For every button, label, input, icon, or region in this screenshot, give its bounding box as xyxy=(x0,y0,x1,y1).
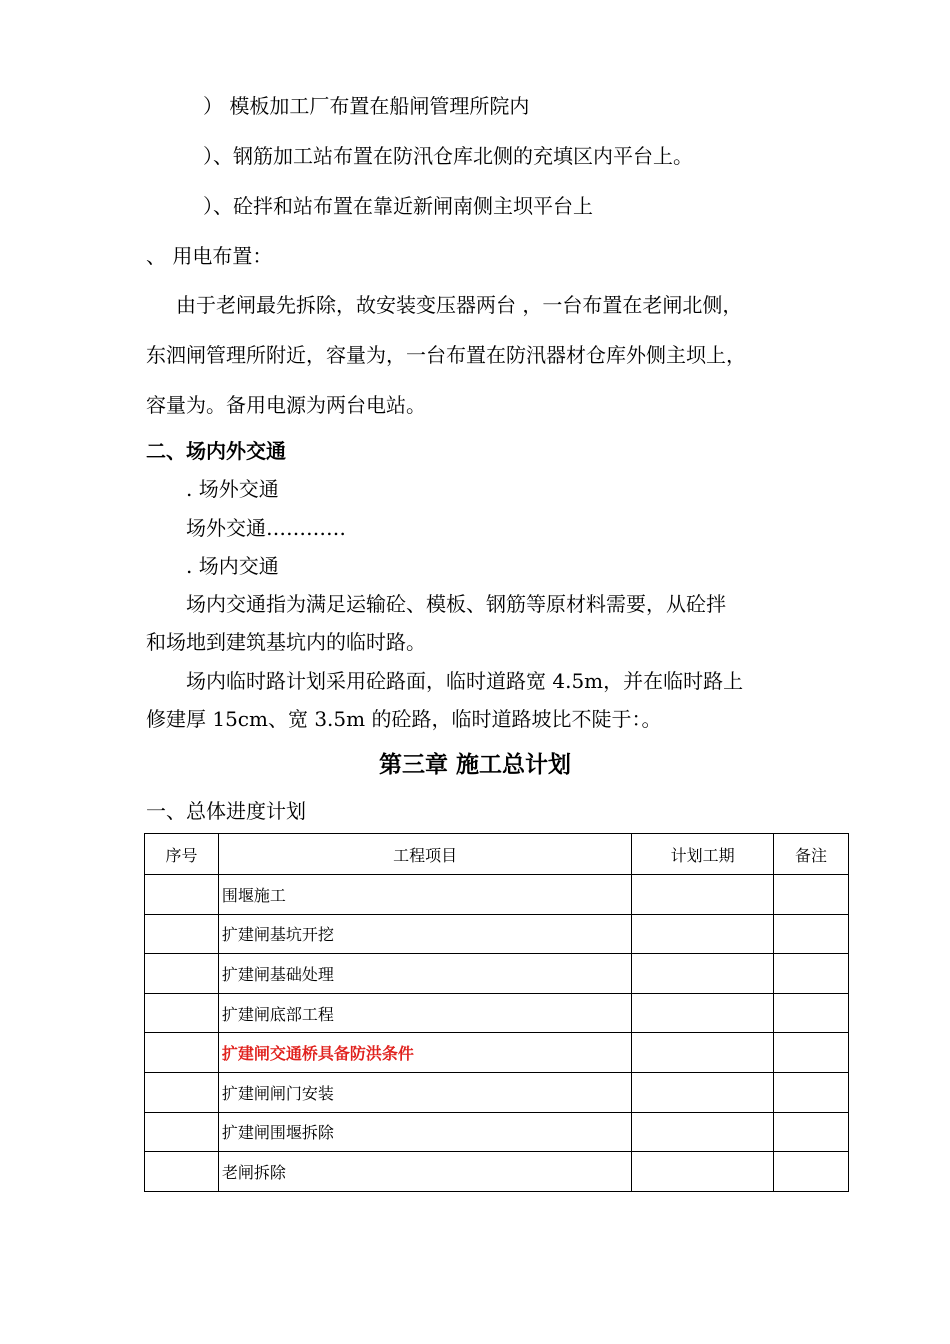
table-row xyxy=(145,1152,849,1192)
table-header-row xyxy=(145,834,849,875)
paragraph-line: 修建厚 15cm、宽 3.5m 的砼路，临时道路坡比不陡于：。 xyxy=(146,707,662,731)
cell-item: 扩建闸基础处理 xyxy=(218,954,631,994)
cell-duration xyxy=(632,954,774,994)
header-note: 备注 xyxy=(774,834,849,875)
cell-seq xyxy=(145,1112,219,1152)
cell-duration xyxy=(632,993,774,1033)
table-row xyxy=(145,1112,849,1152)
paragraph-line: 场内交通指为满足运输砼、模板、钢筋等原材料需要，从砼拌 xyxy=(186,592,726,616)
cell-seq xyxy=(145,1152,219,1192)
cell-seq xyxy=(145,875,219,915)
cell-note xyxy=(774,1112,849,1152)
cell-note xyxy=(774,1152,849,1192)
section-title: 一、总体进度计划 xyxy=(146,799,306,823)
cell-duration xyxy=(632,914,774,954)
paragraph-line: 和场地到建筑基坑内的临时路。 xyxy=(146,630,426,654)
cell-seq xyxy=(145,954,219,994)
paragraph-line: ）、钢筋加工站布置在防汛仓库北侧的充填区内平台上。 xyxy=(203,144,693,168)
cell-note xyxy=(774,875,849,915)
cell-duration xyxy=(632,1072,774,1112)
cell-note xyxy=(774,954,849,994)
cell-note xyxy=(774,914,849,954)
cell-item: 围堰施工 xyxy=(218,875,631,915)
section-heading: 二、场内外交通 xyxy=(146,439,286,463)
chapter-title: 第三章 施工总计划 xyxy=(378,752,571,778)
cell-seq xyxy=(145,1033,219,1073)
table-row xyxy=(145,1072,849,1112)
paragraph-line: 由于老闸最先拆除，故安装变压器两台 ，一台布置在老闸北侧， xyxy=(176,293,743,317)
paragraph-line: ） 模板加工厂布置在船闸管理所院内 xyxy=(203,94,530,118)
cell-note xyxy=(774,993,849,1033)
cell-duration xyxy=(632,1112,774,1152)
header-duration: 计划工期 xyxy=(632,834,774,875)
table-row xyxy=(145,993,849,1033)
cell-duration xyxy=(632,1152,774,1192)
section-heading: 、 用电布置： xyxy=(146,244,273,268)
table-row xyxy=(145,875,849,915)
cell-item: 老闸拆除 xyxy=(218,1152,631,1192)
header-item: 工程项目 xyxy=(218,834,631,875)
paragraph-line: 东泗闸管理所附近，容量为，一台布置在防汛器材仓库外侧主坝上， xyxy=(146,343,746,367)
paragraph-line: 场内临时路计划采用砼路面，临时道路宽 4.5m，并在临时路上 xyxy=(186,669,744,693)
cell-duration xyxy=(632,1033,774,1073)
cell-seq xyxy=(145,1072,219,1112)
table-row xyxy=(145,954,849,994)
cell-duration xyxy=(632,875,774,915)
cell-item: 扩建闸底部工程 xyxy=(218,993,631,1033)
cell-seq xyxy=(145,993,219,1033)
cell-item: 扩建闸闸门安装 xyxy=(218,1072,631,1112)
paragraph-line: ）、砼拌和站布置在靠近新闸南侧主坝平台上 xyxy=(203,194,593,218)
cell-note xyxy=(774,1033,849,1073)
cell-note xyxy=(774,1072,849,1112)
table-row xyxy=(145,1033,849,1073)
cell-item: 扩建闸基坑开挖 xyxy=(218,914,631,954)
subsection-heading: . 场内交通 xyxy=(186,554,279,578)
table-row xyxy=(145,914,849,954)
cell-item: 扩建闸交通桥具备防洪条件 xyxy=(218,1033,631,1073)
paragraph-line: 场外交通………… xyxy=(186,516,346,540)
paragraph-line: 容量为。备用电源为两台电站。 xyxy=(146,393,426,417)
subsection-heading: . 场外交通 xyxy=(186,477,279,501)
cell-item: 扩建闸围堰拆除 xyxy=(218,1112,631,1152)
header-seq: 序号 xyxy=(145,834,219,875)
cell-seq xyxy=(145,914,219,954)
schedule-table xyxy=(144,833,849,1192)
